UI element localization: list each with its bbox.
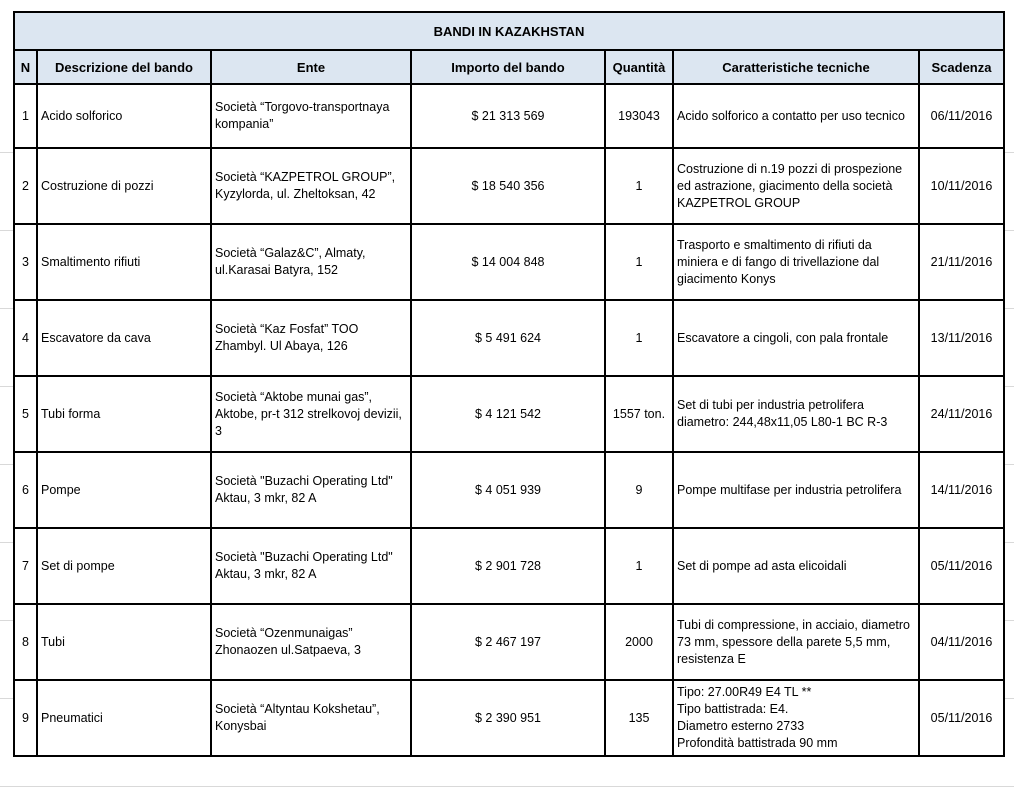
cell-descrizione: Tubi forma	[37, 376, 211, 452]
cell-caratteristiche: Set di tubi per industria petrolifera diametro: 244,48x11,05 L80-1 BC R-3	[673, 376, 919, 452]
cell-ente: Società “Altyntau Kokshetau”, Konysbai	[211, 680, 411, 756]
cell-caratteristiche: Pompe multifase per industria petrolifera	[673, 452, 919, 528]
spec-line: Tipo battistrada: E4.	[677, 702, 789, 716]
cell-n: 6	[14, 452, 37, 528]
cell-descrizione: Tubi	[37, 604, 211, 680]
cell-importo: $ 18 540 356	[411, 148, 605, 224]
cell-descrizione: Costruzione di pozzi	[37, 148, 211, 224]
cell-scadenza: 06/11/2016	[919, 84, 1004, 148]
cell-scadenza: 10/11/2016	[919, 148, 1004, 224]
col-header-descrizione: Descrizione del bando	[37, 50, 211, 84]
cell-quantita: 193043	[605, 84, 673, 148]
cell-quantita: 2000	[605, 604, 673, 680]
col-header-caratteristiche: Caratteristiche tecniche	[673, 50, 919, 84]
cell-n: 2	[14, 148, 37, 224]
cell-quantita: 1557 ton.	[605, 376, 673, 452]
cell-caratteristiche	[673, 680, 919, 756]
cell-quantita: 1	[605, 528, 673, 604]
table-row	[14, 604, 1004, 680]
cell-descrizione: Smaltimento rifiuti	[37, 224, 211, 300]
cell-caratteristiche: Acido solforico a contatto per uso tecnico	[673, 84, 919, 148]
cell-n: 7	[14, 528, 37, 604]
cell-quantita: 1	[605, 224, 673, 300]
col-header-scadenza: Scadenza	[919, 50, 1004, 84]
cell-descrizione: Set di pompe	[37, 528, 211, 604]
cell-ente: Società “Ozenmunaigas” Zhonaozen ul.Satpaeva, 3	[211, 604, 411, 680]
cell-scadenza: 05/11/2016	[919, 680, 1004, 756]
cell-descrizione: Pompe	[37, 452, 211, 528]
cell-ente: Società "Buzachi Operating Ltd" Aktau, 3 mkr, 82 A	[211, 528, 411, 604]
cell-importo: $ 4 051 939	[411, 452, 605, 528]
cell-n: 8	[14, 604, 37, 680]
cell-caratteristiche: Tubi di compressione, in acciaio, diametro 73 mm, spessore della parete 5,5 mm, resistenza E	[673, 604, 919, 680]
cell-ente: Società “KAZPETROL GROUP”, Kyzylorda, ul. Zheltoksan, 42	[211, 148, 411, 224]
table-row	[14, 224, 1004, 300]
cell-scadenza: 13/11/2016	[919, 300, 1004, 376]
table-row	[14, 376, 1004, 452]
cell-n: 5	[14, 376, 37, 452]
cell-scadenza: 04/11/2016	[919, 604, 1004, 680]
cell-caratteristiche: Costruzione di n.19 pozzi di prospezione ed astrazione, giacimento della società KAZPETROL GROUP	[673, 148, 919, 224]
cell-scadenza: 05/11/2016	[919, 528, 1004, 604]
cell-descrizione: Escavatore da cava	[37, 300, 211, 376]
cell-importo: $ 5 491 624	[411, 300, 605, 376]
table-title: BANDI IN KAZAKHSTAN	[14, 12, 1004, 50]
cell-importo: $ 14 004 848	[411, 224, 605, 300]
table-row	[14, 148, 1004, 224]
col-header-n: N	[14, 50, 37, 84]
col-header-ente: Ente	[211, 50, 411, 84]
cell-importo: $ 2 390 951	[411, 680, 605, 756]
cell-scadenza: 24/11/2016	[919, 376, 1004, 452]
cell-importo: $ 2 467 197	[411, 604, 605, 680]
cell-importo: $ 2 901 728	[411, 528, 605, 604]
col-header-quantita: Quantità	[605, 50, 673, 84]
header-row	[14, 50, 1004, 84]
cell-ente: Società “Galaz&C”, Almaty, ul.Karasai Batyra, 152	[211, 224, 411, 300]
table-row	[14, 680, 1004, 756]
cell-n: 1	[14, 84, 37, 148]
cell-ente: Società “Torgovo-transportnaya kompania”	[211, 84, 411, 148]
spec-line: Diametro esterno 2733	[677, 719, 805, 733]
cell-quantita: 9	[605, 452, 673, 528]
cell-n: 3	[14, 224, 37, 300]
cell-importo: $ 4 121 542	[411, 376, 605, 452]
cell-scadenza: 14/11/2016	[919, 452, 1004, 528]
cell-ente: Società "Buzachi Operating Ltd" Aktau, 3 mkr, 82 A	[211, 452, 411, 528]
cell-scadenza: 21/11/2016	[919, 224, 1004, 300]
table-row	[14, 300, 1004, 376]
cell-quantita: 1	[605, 148, 673, 224]
col-header-importo: Importo del bando	[411, 50, 605, 84]
cell-descrizione: Acido solforico	[37, 84, 211, 148]
cell-caratteristiche: Set di pompe ad asta elicoidali	[673, 528, 919, 604]
table-row	[14, 528, 1004, 604]
tenders-table	[13, 11, 1005, 757]
cell-ente: Società “Aktobe munai gas”, Aktobe, pr-t 312 strelkovoj devizii, 3	[211, 376, 411, 452]
cell-importo: $ 21 313 569	[411, 84, 605, 148]
cell-ente: Società “Kaz Fosfat” TOO Zhambyl. Ul Abaya, 126	[211, 300, 411, 376]
cell-n: 4	[14, 300, 37, 376]
cell-n: 9	[14, 680, 37, 756]
cell-caratteristiche: Escavatore a cingoli, con pala frontale	[673, 300, 919, 376]
cell-descrizione: Pneumatici	[37, 680, 211, 756]
table-row	[14, 84, 1004, 148]
spec-line: Profondità battistrada 90 mm	[677, 736, 838, 750]
cell-quantita: 1	[605, 300, 673, 376]
spec-line: Tipo: 27.00R49 E4 TL **	[677, 685, 812, 699]
cell-caratteristiche: Trasporto e smaltimento di rifiuti da miniera e di fango di trivellazione dal giacimento Konys	[673, 224, 919, 300]
table-row	[14, 452, 1004, 528]
cell-quantita: 135	[605, 680, 673, 756]
